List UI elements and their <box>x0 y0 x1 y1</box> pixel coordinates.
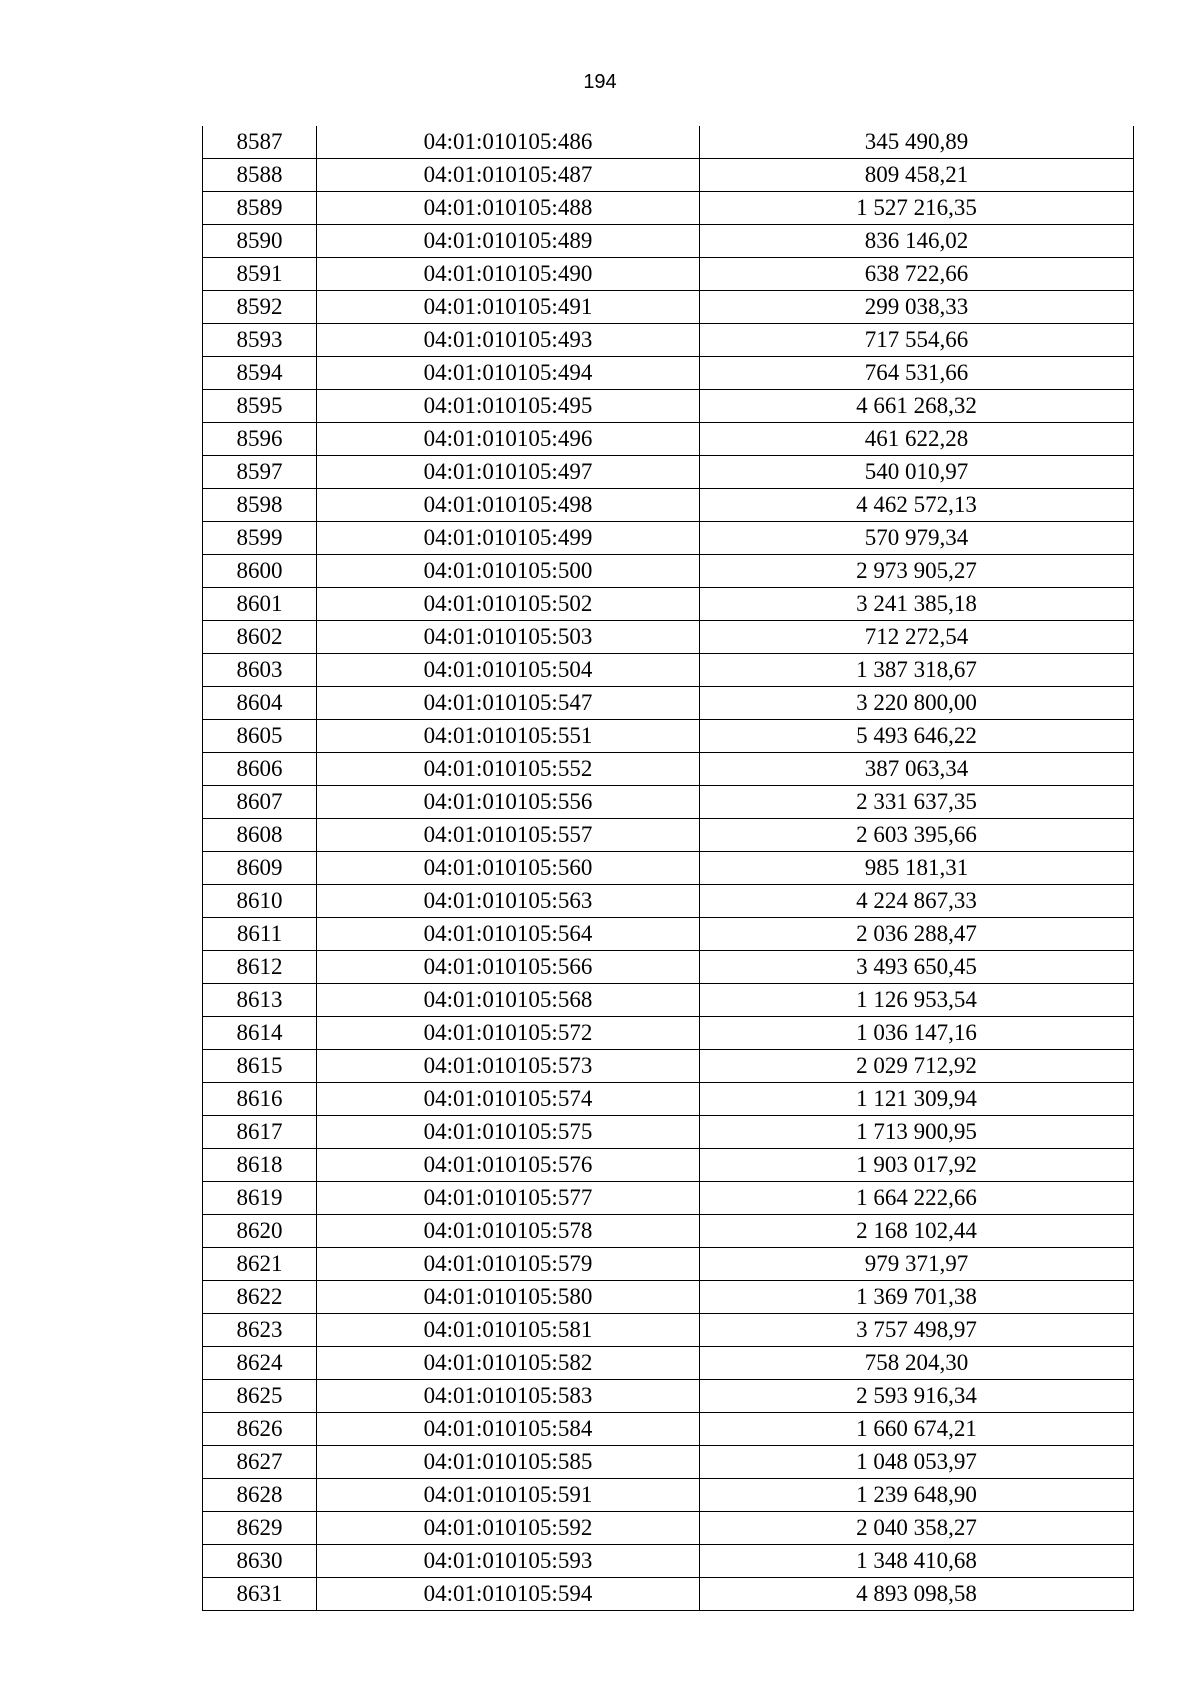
row-number-cell: 8629 <box>203 1512 317 1545</box>
row-number-cell: 8587 <box>203 126 317 159</box>
table-row <box>203 753 1134 786</box>
table-row <box>203 1545 1134 1578</box>
cadastral-number-cell: 04:01:010105:504 <box>317 654 700 687</box>
table-row <box>203 819 1134 852</box>
table-row <box>203 159 1134 192</box>
cadastral-value-cell: 4 661 268,32 <box>700 390 1134 423</box>
row-number-cell: 8608 <box>203 819 317 852</box>
cadastral-value-cell: 1 369 701,38 <box>700 1281 1134 1314</box>
table-row <box>203 1446 1134 1479</box>
cadastral-value-cell: 985 181,31 <box>700 852 1134 885</box>
cadastral-number-cell: 04:01:010105:491 <box>317 291 700 324</box>
row-number-cell: 8599 <box>203 522 317 555</box>
row-number-cell: 8630 <box>203 1545 317 1578</box>
row-number-cell: 8588 <box>203 159 317 192</box>
table-row <box>203 357 1134 390</box>
cadastral-number-cell: 04:01:010105:577 <box>317 1182 700 1215</box>
cadastral-value-cell: 1 036 147,16 <box>700 1017 1134 1050</box>
cadastral-value-cell: 4 224 867,33 <box>700 885 1134 918</box>
row-number-cell: 8614 <box>203 1017 317 1050</box>
row-number-cell: 8593 <box>203 324 317 357</box>
table-row <box>203 588 1134 621</box>
cadastral-number-cell: 04:01:010105:503 <box>317 621 700 654</box>
table-row <box>203 918 1134 951</box>
row-number-cell: 8589 <box>203 192 317 225</box>
row-number-cell: 8631 <box>203 1578 317 1611</box>
table-row <box>203 489 1134 522</box>
cadastral-value-cell: 1 713 900,95 <box>700 1116 1134 1149</box>
cadastral-number-cell: 04:01:010105:556 <box>317 786 700 819</box>
row-number-cell: 8625 <box>203 1380 317 1413</box>
cadastral-value-cell: 1 239 648,90 <box>700 1479 1134 1512</box>
row-number-cell: 8612 <box>203 951 317 984</box>
cadastral-value-cell: 4 462 572,13 <box>700 489 1134 522</box>
row-number-cell: 8615 <box>203 1050 317 1083</box>
cadastral-value-cell: 540 010,97 <box>700 456 1134 489</box>
cadastral-value-cell: 3 757 498,97 <box>700 1314 1134 1347</box>
row-number-cell: 8621 <box>203 1248 317 1281</box>
row-number-cell: 8603 <box>203 654 317 687</box>
cadastral-number-cell: 04:01:010105:575 <box>317 1116 700 1149</box>
cadastral-value-cell: 461 622,28 <box>700 423 1134 456</box>
cadastral-number-cell: 04:01:010105:497 <box>317 456 700 489</box>
cadastral-value-cell: 1 348 410,68 <box>700 1545 1134 1578</box>
row-number-cell: 8596 <box>203 423 317 456</box>
cadastral-value-cell: 638 722,66 <box>700 258 1134 291</box>
cadastral-value-cell: 2 029 712,92 <box>700 1050 1134 1083</box>
cadastral-value-cell: 5 493 646,22 <box>700 720 1134 753</box>
cadastral-number-cell: 04:01:010105:502 <box>317 588 700 621</box>
cadastral-value-cell: 712 272,54 <box>700 621 1134 654</box>
cadastral-number-cell: 04:01:010105:579 <box>317 1248 700 1281</box>
cadastral-value-cell: 570 979,34 <box>700 522 1134 555</box>
row-number-cell: 8623 <box>203 1314 317 1347</box>
cadastral-value-cell: 4 893 098,58 <box>700 1578 1134 1611</box>
table-row <box>203 786 1134 819</box>
cadastral-number-cell: 04:01:010105:486 <box>317 126 700 159</box>
row-number-cell: 8616 <box>203 1083 317 1116</box>
table-row <box>203 1215 1134 1248</box>
cadastral-number-cell: 04:01:010105:574 <box>317 1083 700 1116</box>
cadastral-number-cell: 04:01:010105:495 <box>317 390 700 423</box>
row-number-cell: 8613 <box>203 984 317 1017</box>
table-row <box>203 225 1134 258</box>
cadastral-number-cell: 04:01:010105:489 <box>317 225 700 258</box>
cadastral-number-cell: 04:01:010105:487 <box>317 159 700 192</box>
cadastral-value-cell: 3 493 650,45 <box>700 951 1134 984</box>
cadastral-value-cell: 1 121 309,94 <box>700 1083 1134 1116</box>
row-number-cell: 8626 <box>203 1413 317 1446</box>
cadastral-value-cell: 758 204,30 <box>700 1347 1134 1380</box>
table-row <box>203 456 1134 489</box>
table-row <box>203 1149 1134 1182</box>
cadastral-number-cell: 04:01:010105:490 <box>317 258 700 291</box>
row-number-cell: 8604 <box>203 687 317 720</box>
cadastral-value-cell: 1 126 953,54 <box>700 984 1134 1017</box>
cadastral-value-cell: 3 220 800,00 <box>700 687 1134 720</box>
row-number-cell: 8606 <box>203 753 317 786</box>
table-row <box>203 1347 1134 1380</box>
table-row <box>203 522 1134 555</box>
table-row <box>203 984 1134 1017</box>
row-number-cell: 8609 <box>203 852 317 885</box>
cadastral-number-cell: 04:01:010105:551 <box>317 720 700 753</box>
table-row <box>203 687 1134 720</box>
page-number: 194 <box>583 71 617 93</box>
table-row <box>203 126 1134 159</box>
table-row <box>203 654 1134 687</box>
cadastral-value-cell: 1 387 318,67 <box>700 654 1134 687</box>
cadastral-value-cell: 764 531,66 <box>700 357 1134 390</box>
table-row <box>203 423 1134 456</box>
table-row <box>203 390 1134 423</box>
row-number-cell: 8617 <box>203 1116 317 1149</box>
cadastral-number-cell: 04:01:010105:584 <box>317 1413 700 1446</box>
cadastral-number-cell: 04:01:010105:496 <box>317 423 700 456</box>
cadastral-number-cell: 04:01:010105:493 <box>317 324 700 357</box>
row-number-cell: 8607 <box>203 786 317 819</box>
cadastral-number-cell: 04:01:010105:560 <box>317 852 700 885</box>
row-number-cell: 8594 <box>203 357 317 390</box>
row-number-cell: 8592 <box>203 291 317 324</box>
cadastral-number-cell: 04:01:010105:591 <box>317 1479 700 1512</box>
cadastral-number-cell: 04:01:010105:585 <box>317 1446 700 1479</box>
row-number-cell: 8595 <box>203 390 317 423</box>
cadastral-value-cell: 2 040 358,27 <box>700 1512 1134 1545</box>
table-row <box>203 258 1134 291</box>
cadastral-value-cell: 345 490,89 <box>700 126 1134 159</box>
cadastral-number-cell: 04:01:010105:499 <box>317 522 700 555</box>
cadastral-number-cell: 04:01:010105:568 <box>317 984 700 1017</box>
cadastral-number-cell: 04:01:010105:572 <box>317 1017 700 1050</box>
table-row <box>203 1413 1134 1446</box>
row-number-cell: 8627 <box>203 1446 317 1479</box>
cadastral-value-cell: 2 331 637,35 <box>700 786 1134 819</box>
cadastral-value-cell: 1 660 674,21 <box>700 1413 1134 1446</box>
row-number-cell: 8605 <box>203 720 317 753</box>
cadastral-value-cell: 2 593 916,34 <box>700 1380 1134 1413</box>
table-row <box>203 885 1134 918</box>
cadastral-value-table <box>202 126 1134 1611</box>
cadastral-value-cell: 2 036 288,47 <box>700 918 1134 951</box>
table-row <box>203 1050 1134 1083</box>
cadastral-number-cell: 04:01:010105:488 <box>317 192 700 225</box>
cadastral-number-cell: 04:01:010105:582 <box>317 1347 700 1380</box>
cadastral-number-cell: 04:01:010105:583 <box>317 1380 700 1413</box>
row-number-cell: 8619 <box>203 1182 317 1215</box>
table-row <box>203 1017 1134 1050</box>
cadastral-value-cell: 2 168 102,44 <box>700 1215 1134 1248</box>
table-row <box>203 324 1134 357</box>
cadastral-value-cell: 2 603 395,66 <box>700 819 1134 852</box>
row-number-cell: 8622 <box>203 1281 317 1314</box>
cadastral-number-cell: 04:01:010105:581 <box>317 1314 700 1347</box>
cadastral-value-cell: 1 903 017,92 <box>700 1149 1134 1182</box>
cadastral-number-cell: 04:01:010105:494 <box>317 357 700 390</box>
row-number-cell: 8597 <box>203 456 317 489</box>
row-number-cell: 8601 <box>203 588 317 621</box>
cadastral-number-cell: 04:01:010105:592 <box>317 1512 700 1545</box>
cadastral-value-cell: 3 241 385,18 <box>700 588 1134 621</box>
cadastral-number-cell: 04:01:010105:594 <box>317 1578 700 1611</box>
table-row <box>203 291 1134 324</box>
cadastral-value-cell: 1 048 053,97 <box>700 1446 1134 1479</box>
table-row <box>203 1281 1134 1314</box>
cadastral-number-cell: 04:01:010105:576 <box>317 1149 700 1182</box>
cadastral-value-cell: 1 664 222,66 <box>700 1182 1134 1215</box>
table-row <box>203 1314 1134 1347</box>
table-row <box>203 555 1134 588</box>
cadastral-number-cell: 04:01:010105:547 <box>317 687 700 720</box>
cadastral-value-cell: 979 371,97 <box>700 1248 1134 1281</box>
cadastral-number-cell: 04:01:010105:500 <box>317 555 700 588</box>
row-number-cell: 8611 <box>203 918 317 951</box>
row-number-cell: 8598 <box>203 489 317 522</box>
table-row <box>203 720 1134 753</box>
cadastral-number-cell: 04:01:010105:563 <box>317 885 700 918</box>
table-row <box>203 1083 1134 1116</box>
row-number-cell: 8600 <box>203 555 317 588</box>
cadastral-value-cell: 1 527 216,35 <box>700 192 1134 225</box>
cadastral-number-cell: 04:01:010105:557 <box>317 819 700 852</box>
cadastral-number-cell: 04:01:010105:564 <box>317 918 700 951</box>
cadastral-value-cell: 2 973 905,27 <box>700 555 1134 588</box>
table-row <box>203 1380 1134 1413</box>
table-row <box>203 951 1134 984</box>
table-row <box>203 1182 1134 1215</box>
row-number-cell: 8590 <box>203 225 317 258</box>
cadastral-number-cell: 04:01:010105:593 <box>317 1545 700 1578</box>
row-number-cell: 8618 <box>203 1149 317 1182</box>
row-number-cell: 8624 <box>203 1347 317 1380</box>
row-number-cell: 8602 <box>203 621 317 654</box>
table-row <box>203 1512 1134 1545</box>
row-number-cell: 8591 <box>203 258 317 291</box>
row-number-cell: 8610 <box>203 885 317 918</box>
cadastral-number-cell: 04:01:010105:552 <box>317 753 700 786</box>
row-number-cell: 8628 <box>203 1479 317 1512</box>
table-row <box>203 621 1134 654</box>
cadastral-number-cell: 04:01:010105:573 <box>317 1050 700 1083</box>
row-number-cell: 8620 <box>203 1215 317 1248</box>
cadastral-number-cell: 04:01:010105:498 <box>317 489 700 522</box>
table-row <box>203 1578 1134 1611</box>
table-body <box>203 126 1134 1611</box>
cadastral-value-cell: 299 038,33 <box>700 291 1134 324</box>
cadastral-value-cell: 809 458,21 <box>700 159 1134 192</box>
table-row <box>203 192 1134 225</box>
table-row <box>203 1116 1134 1149</box>
table-row <box>203 1479 1134 1512</box>
cadastral-value-cell: 836 146,02 <box>700 225 1134 258</box>
cadastral-value-cell: 387 063,34 <box>700 753 1134 786</box>
table-row <box>203 1248 1134 1281</box>
cadastral-number-cell: 04:01:010105:566 <box>317 951 700 984</box>
cadastral-value-cell: 717 554,66 <box>700 324 1134 357</box>
cadastral-number-cell: 04:01:010105:578 <box>317 1215 700 1248</box>
table-row <box>203 852 1134 885</box>
cadastral-number-cell: 04:01:010105:580 <box>317 1281 700 1314</box>
